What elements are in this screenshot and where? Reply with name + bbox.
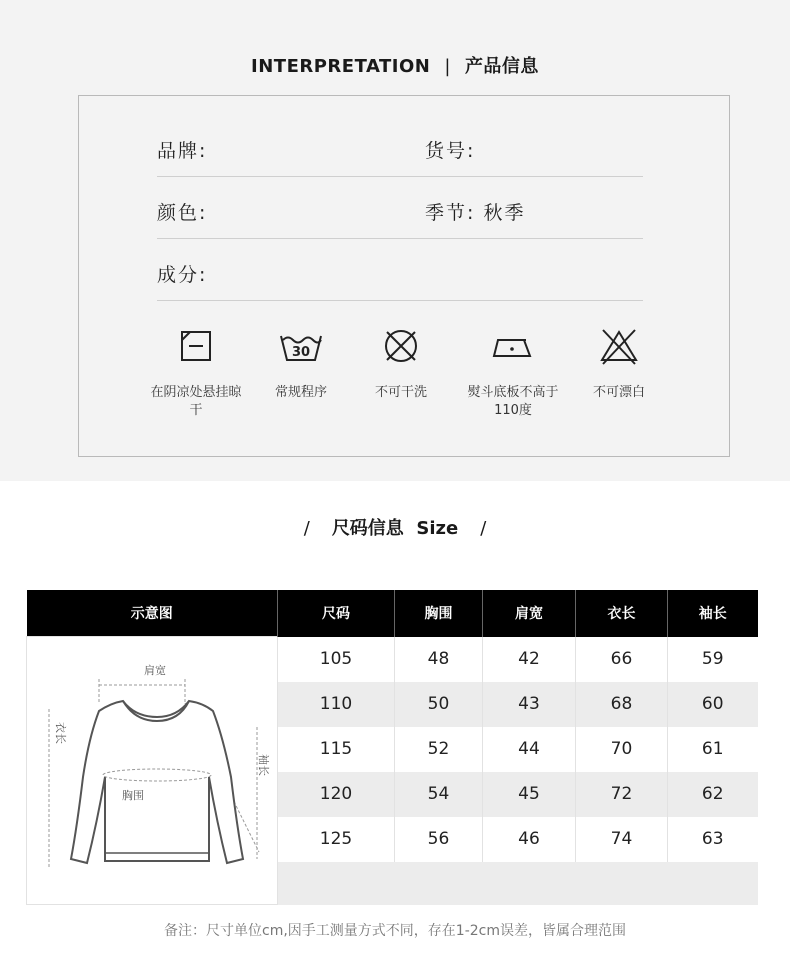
cell-chest: 56 (395, 817, 483, 862)
cell-shoulder: 46 (483, 817, 576, 862)
care-item-no-bleach (569, 326, 669, 402)
info-row-composition (157, 238, 643, 301)
cell-chest: 48 (395, 637, 483, 682)
wash-temperature: 30 (291, 345, 311, 360)
care-label-no-dry-clean: 不可干洗 (374, 385, 427, 400)
cell-shoulder: 45 (483, 772, 576, 817)
info-row-color (157, 176, 643, 239)
sleeve-label: 袖长 (257, 754, 270, 776)
cell-chest: 50 (395, 682, 483, 727)
cell-shoulder: 43 (483, 682, 576, 727)
size-note: 备注：尺寸单位cm,因手工测量方式不同，存在1-2cm误差，皆属合理范围 (164, 923, 626, 939)
iron-low-icon (490, 326, 536, 366)
care-item-wash (251, 326, 351, 402)
title-cn: 产品信息 (464, 56, 539, 77)
title-separator: | (444, 56, 451, 77)
size-title-cn: 尺码信息 (331, 518, 404, 539)
cell-length: 72 (576, 772, 668, 817)
brand-label: 品牌: (157, 140, 208, 162)
cell-size: 120 (278, 772, 395, 817)
product-info-title (0, 52, 790, 78)
garment-diagram (27, 637, 278, 905)
header-diagram: 示意图 (27, 590, 278, 637)
care-label-no-bleach: 不可漂白 (592, 385, 645, 400)
cell-size: 110 (278, 682, 395, 727)
no-dry-clean-icon (381, 326, 421, 366)
header-length: 衣长 (576, 590, 668, 637)
cell-chest: 54 (395, 772, 483, 817)
cell-sleeve: 62 (668, 772, 758, 817)
cell-sleeve: 60 (668, 682, 758, 727)
care-item-dry (146, 326, 246, 420)
size-table-header (27, 590, 758, 637)
sweater-diagram-icon (27, 637, 277, 903)
wash-30-icon (277, 326, 325, 366)
cell-sleeve: 59 (668, 637, 758, 682)
table-row (27, 637, 758, 682)
cell-sleeve: 61 (668, 727, 758, 772)
season-value: 秋季 (483, 202, 526, 224)
shoulder-label: 肩宽 (144, 664, 166, 677)
cell-shoulder: 44 (483, 727, 576, 772)
care-item-iron (463, 326, 563, 420)
length-label: 衣长 (54, 722, 67, 744)
header-shoulder: 肩宽 (483, 590, 576, 637)
season-label: 季节: 秋季 (425, 202, 526, 224)
cell-length: 74 (576, 817, 668, 862)
cell-size: 105 (278, 637, 395, 682)
cell-length: 68 (576, 682, 668, 727)
chest-label: 胸围 (122, 789, 144, 802)
cell-shoulder: 42 (483, 637, 576, 682)
info-box (78, 95, 730, 457)
care-item-no-dry-clean (351, 326, 451, 402)
size-title-en: Size (416, 518, 459, 539)
composition-label: 成分: (157, 264, 208, 286)
cell-length: 66 (576, 637, 668, 682)
cell-size: 125 (278, 817, 395, 862)
size-info-title: / 尺码信息 Size / (303, 518, 487, 539)
care-label-iron: 熨斗底板不高于110度 (467, 385, 559, 418)
cell-chest: 52 (395, 727, 483, 772)
care-label-dry: 在阴凉处悬挂晾干 (150, 385, 242, 418)
size-table (26, 590, 758, 905)
empty-row-cell (278, 862, 758, 905)
header-sleeve: 袖长 (668, 590, 758, 637)
item-no-label: 货号: (425, 140, 476, 162)
no-bleach-icon (597, 326, 641, 366)
header-size: 尺码 (278, 590, 395, 637)
info-row-brand (157, 114, 643, 177)
dry-in-shade-icon (176, 326, 216, 366)
color-label: 颜色: (157, 202, 208, 224)
care-label-wash: 常规程序 (274, 385, 327, 400)
cell-size: 115 (278, 727, 395, 772)
header-chest: 胸围 (395, 590, 483, 637)
cell-sleeve: 63 (668, 817, 758, 862)
cell-length: 70 (576, 727, 668, 772)
title-en: INTERPRETATION (251, 56, 431, 77)
